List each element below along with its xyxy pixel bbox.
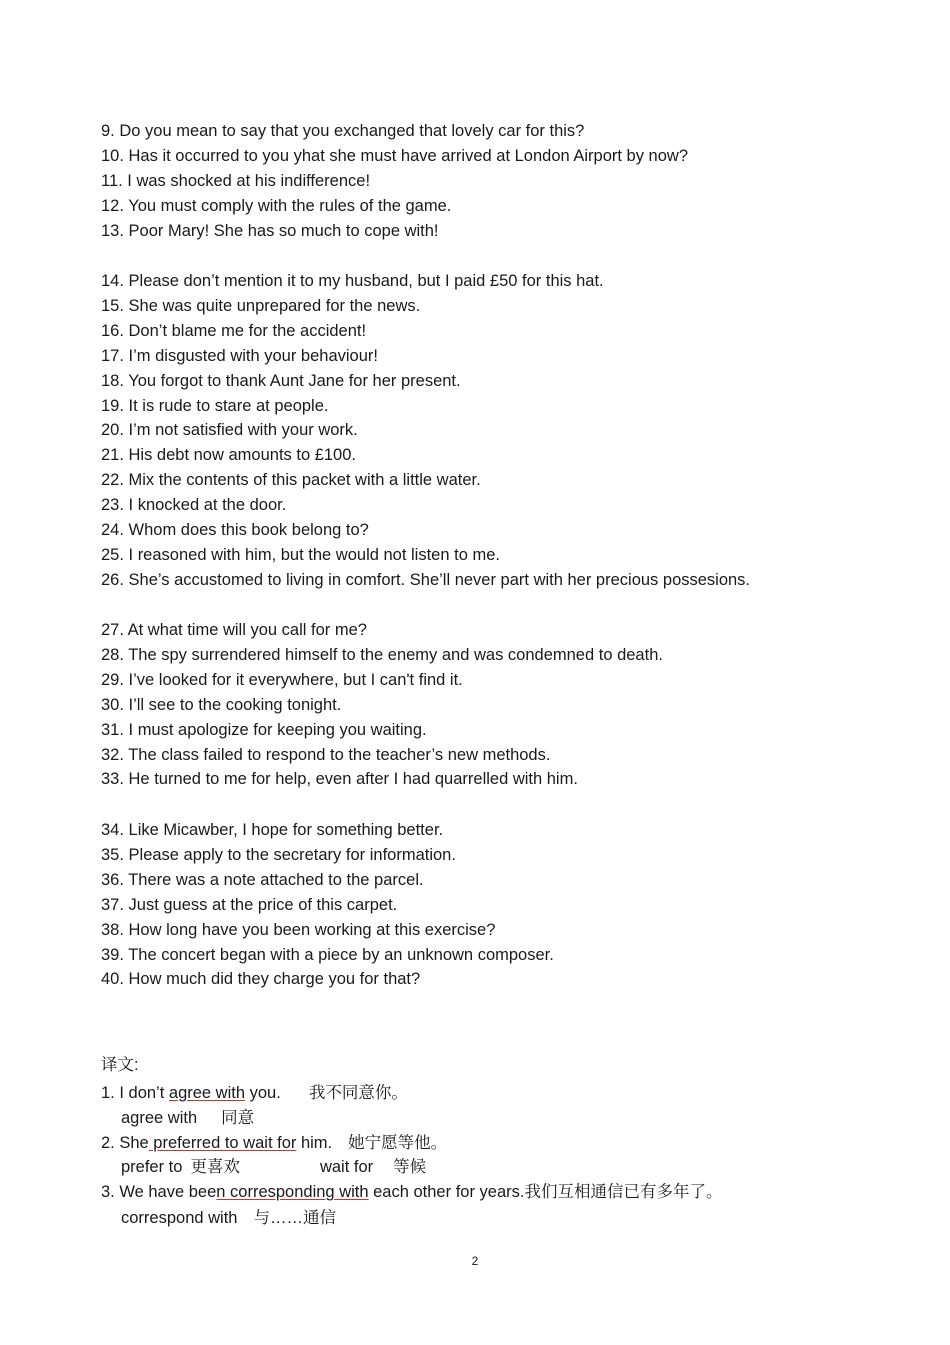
sentence-line: 22. Mix the contents of this packet with a little water. (101, 471, 481, 490)
sentence-line: 21. His debt now amounts to £100. (101, 446, 356, 465)
sentence-line: 30. I’ll see to the cooking tonight. (101, 695, 342, 714)
gloss-en: agree with (121, 1109, 198, 1127)
sentence-line: 10. Has it occurred to you yhat she must have arrived at London Airport by now? (101, 146, 688, 165)
translation-heading: 译文: (101, 1056, 139, 1074)
sentence-line: 12. You must comply with the rules of the game. (101, 196, 452, 215)
gloss-zh: 等候 (393, 1158, 427, 1176)
sentence-line: 11. I was shocked at his indifference! (101, 171, 371, 190)
sentence-line: 39. The concert began with a piece by an unknown composer. (101, 945, 554, 964)
gloss-zh: 与……通信 (253, 1209, 336, 1227)
sentence-pre: 1. I don’t (101, 1084, 169, 1102)
sentence-line: 20. I’m not satisfied with your work. (101, 421, 358, 440)
sentence-line: 24. Whom does this book belong to? (101, 521, 369, 539)
gloss-en: wait for (319, 1158, 374, 1176)
sentence-line: 14. Please don’t mention it to my husband, but I paid £50 for this hat. (101, 272, 604, 290)
chinese-translation: 我不同意你。 (308, 1084, 408, 1102)
sentence-pre: 2. She (101, 1134, 149, 1152)
gloss-line-3 (121, 1208, 336, 1228)
sentence-line: 13. Poor Mary! She has so much to cope with! (101, 221, 439, 240)
sentence-post: each other for years. (368, 1183, 525, 1201)
translation-item-1 (101, 1083, 408, 1103)
key-phrase: preferred to wait for (148, 1134, 297, 1152)
gloss-line-1 (121, 1108, 254, 1128)
chinese-translation: 她宁愿等他。 (348, 1134, 448, 1152)
page-number: 2 (471, 1254, 479, 1268)
sentence-line: 15. She was quite unprepared for the news. (101, 296, 421, 315)
sentence-line: 16. Don’t blame me for the accident! (101, 321, 367, 340)
sentence-line: 27. At what time will you call for me? (101, 621, 367, 639)
gloss-en: prefer to (121, 1158, 183, 1176)
sentence-line: 19. It is rude to stare at people. (101, 396, 329, 415)
sentence-line: 18. You forgot to thank Aunt Jane for her present. (101, 371, 461, 390)
translation-item-2 (101, 1133, 447, 1153)
sentence-line: 33. He turned to me for help, even after I had quarrelled with him. (101, 770, 578, 789)
gloss-en: correspond with (121, 1209, 238, 1227)
sentence-line: 23. I knocked at the door. (101, 496, 287, 515)
key-phrase: agree with (168, 1084, 246, 1102)
sentence-line: 38. How long have you been working at this exercise? (101, 920, 496, 939)
sentence-line: 32. The class failed to respond to the teacher’s new methods. (101, 745, 551, 764)
sentence-line: 40. How much did they charge you for that? (101, 970, 421, 989)
gloss-zh: 同意 (221, 1109, 255, 1127)
sentence-line: 9. Do you mean to say that you exchanged that lovely car for this? (101, 122, 585, 140)
sentence-line: 31. I must apologize for keeping you waiting. (101, 720, 427, 739)
chinese-translation: 我们互相通信已有多年了。 (524, 1183, 723, 1201)
sentence-line: 26. She’s accustomed to living in comfort. She’ll never part with her precious possesions. (101, 570, 751, 589)
sentence-line: 37. Just guess at the price of this carpet. (101, 895, 398, 914)
translation-item-3 (101, 1182, 722, 1202)
gloss-line-2 (121, 1157, 426, 1177)
sentence-line: 28. The spy surrendered himself to the enemy and was condemned to death. (101, 645, 663, 664)
gloss-zh: 更喜欢 (190, 1158, 240, 1176)
sentence-post: him. (296, 1134, 333, 1152)
sentence-line: 17. I’m disgusted with your behaviour! (101, 346, 378, 365)
sentence-line: 29. I’ve looked for it everywhere, but I can't find it. (101, 670, 463, 689)
sentence-post: you. (245, 1084, 281, 1102)
sentence-line: 25. I reasoned with him, but the would not listen to me. (101, 545, 500, 564)
sentence-line: 34. Like Micawber, I hope for something better. (101, 821, 444, 839)
sentence-line: 36. There was a note attached to the parcel. (101, 870, 424, 889)
sentence-pre: 3. We have bee (101, 1183, 217, 1201)
key-phrase: n corresponding with (216, 1183, 369, 1201)
sentence-line: 35. Please apply to the secretary for information. (101, 845, 456, 864)
